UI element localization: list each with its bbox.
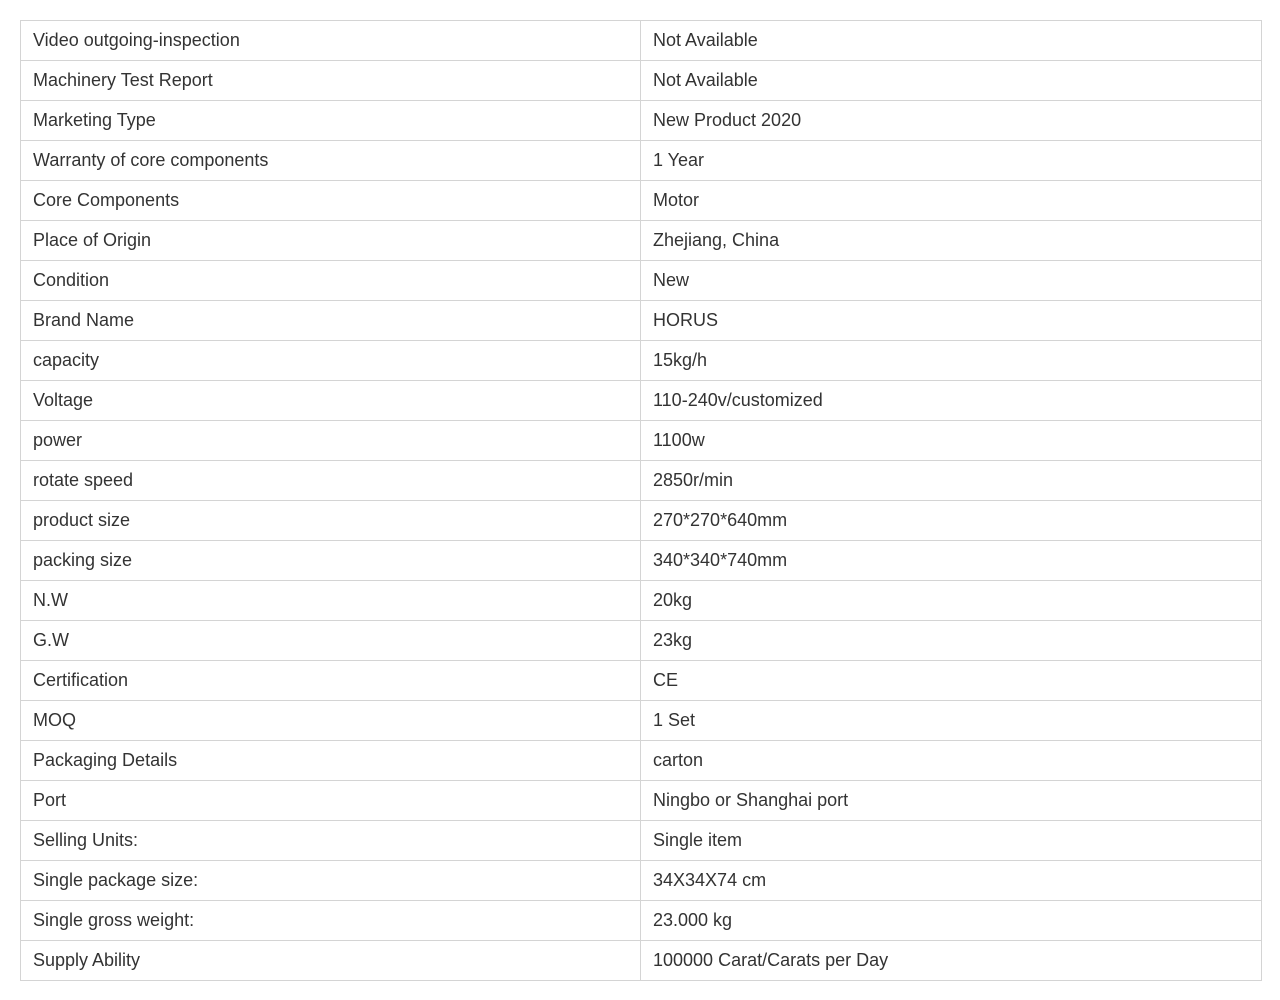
spec-value: 110-240v/customized [641,381,1262,421]
table-row [21,461,1262,501]
spec-value: Not Available [641,61,1262,101]
spec-label: Marketing Type [21,101,641,141]
spec-value: carton [641,741,1262,781]
spec-value: 20kg [641,581,1262,621]
table-row [21,741,1262,781]
table-row [21,861,1262,901]
spec-value: New Product 2020 [641,101,1262,141]
spec-value: 270*270*640mm [641,501,1262,541]
spec-value: Motor [641,181,1262,221]
spec-label: capacity [21,341,641,381]
spec-label: N.W [21,581,641,621]
spec-label: Brand Name [21,301,641,341]
table-row [21,301,1262,341]
spec-value: 23.000 kg [641,901,1262,941]
spec-value: CE [641,661,1262,701]
spec-label: Single package size: [21,861,641,901]
spec-value: 1 Year [641,141,1262,181]
table-row [21,821,1262,861]
table-row [21,141,1262,181]
spec-label: Certification [21,661,641,701]
spec-value: New [641,261,1262,301]
spec-label: Machinery Test Report [21,61,641,101]
spec-label: Selling Units: [21,821,641,861]
table-row [21,381,1262,421]
table-row [21,581,1262,621]
table-row [21,701,1262,741]
spec-value: 15kg/h [641,341,1262,381]
spec-value: 340*340*740mm [641,541,1262,581]
table-row [21,21,1262,61]
table-row [21,221,1262,261]
spec-label: Packaging Details [21,741,641,781]
spec-value: 34X34X74 cm [641,861,1262,901]
table-row [21,101,1262,141]
table-row [21,661,1262,701]
spec-label: Voltage [21,381,641,421]
spec-label: Single gross weight: [21,901,641,941]
table-row [21,61,1262,101]
spec-label: Core Components [21,181,641,221]
table-row [21,541,1262,581]
spec-label: Place of Origin [21,221,641,261]
spec-label: Supply Ability [21,941,641,981]
table-row [21,621,1262,661]
spec-value: 2850r/min [641,461,1262,501]
table-row [21,901,1262,941]
spec-value: 1 Set [641,701,1262,741]
spec-label: product size [21,501,641,541]
spec-label: MOQ [21,701,641,741]
spec-value: 100000 Carat/Carats per Day [641,941,1262,981]
table-row [21,261,1262,301]
spec-label: Condition [21,261,641,301]
spec-label: rotate speed [21,461,641,501]
spec-value: Not Available [641,21,1262,61]
spec-value: Ningbo or Shanghai port [641,781,1262,821]
table-row [21,501,1262,541]
spec-label: Video outgoing-inspection [21,21,641,61]
table-row [21,421,1262,461]
spec-value: Single item [641,821,1262,861]
spec-label: Warranty of core components [21,141,641,181]
spec-label: G.W [21,621,641,661]
spec-value: HORUS [641,301,1262,341]
spec-value: 23kg [641,621,1262,661]
table-row [21,941,1262,981]
table-row [21,781,1262,821]
spec-label: packing size [21,541,641,581]
product-spec-table [20,20,1262,981]
table-row [21,181,1262,221]
spec-value: 1100w [641,421,1262,461]
spec-value: Zhejiang, China [641,221,1262,261]
spec-label: Port [21,781,641,821]
spec-label: power [21,421,641,461]
table-row [21,341,1262,381]
spec-table-body [21,21,1262,981]
